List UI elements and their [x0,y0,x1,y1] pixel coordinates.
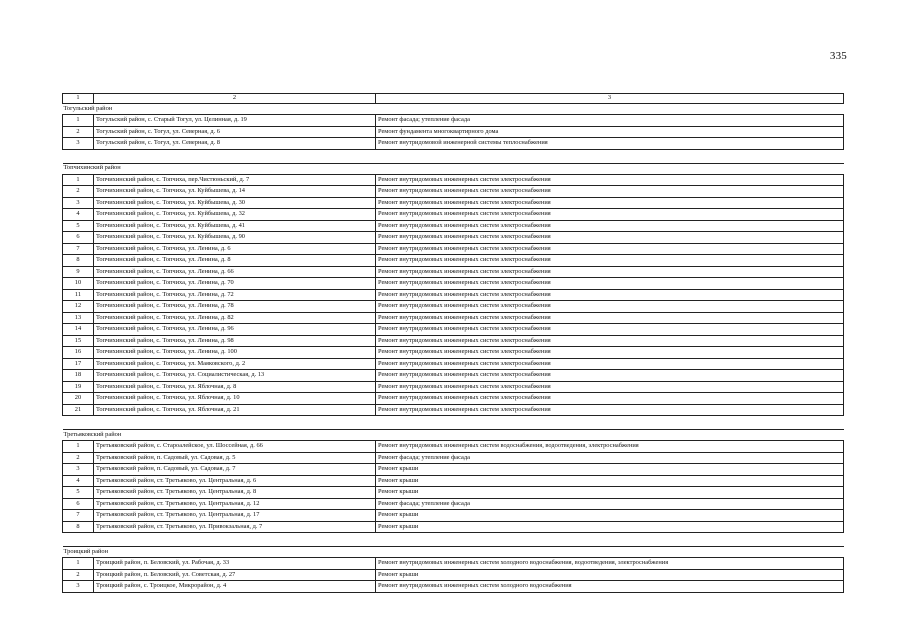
page-number: 335 [829,50,847,62]
row-number: 18 [63,370,94,382]
row-number: 21 [63,404,94,416]
house-address: Топчихинский район, с. Топчиха, ул. Ленина, д. 6 [94,243,376,255]
row-number: 13 [63,312,94,324]
house-address: Третьяковский район, ст. Третьяково, ул. Центральная, д. 17 [94,510,376,522]
table-row [63,289,844,301]
row-number: 20 [63,393,94,405]
repair-work-type: Ремонт внутридомовых инженерных систем электроснабжения [376,266,844,278]
header-col-1: 1 [63,94,94,104]
repair-work-type: Ремонт внутридомовых инженерных систем электроснабжения [376,232,844,244]
table-row [63,197,844,209]
table-row [63,138,844,150]
district-spacer [63,416,844,430]
row-number: 12 [63,301,94,313]
house-address: Топчихинский район, с. Топчиха, ул. Ленина, д. 96 [94,324,376,336]
house-address: Топчихинский район, с. Топчиха, ул. Ленина, д. 66 [94,266,376,278]
repair-work-type: Ремонт внутридомовых инженерных систем электроснабжения [376,220,844,232]
house-address: Топчихинский район, с. Топчиха, ул. Куйбышева, д. 30 [94,197,376,209]
repair-work-type: Ремонт фасада; утепление фасада [376,115,844,127]
row-number: 7 [63,510,94,522]
house-address: Троицкий район, п. Беловский, ул. Советская, д. 27 [94,569,376,581]
house-address: Топчихинский район, с. Топчиха, ул. Маяковского, д. 2 [94,358,376,370]
house-address: Тогульский район, с. Тогул, ул. Северная, д. 6 [94,126,376,138]
table-row [63,393,844,405]
table-row [63,126,844,138]
table-row [63,510,844,522]
row-number: 2 [63,569,94,581]
table-row [63,521,844,533]
repair-work-type: Ремонт внутридомовых инженерных систем электроснабжения [376,335,844,347]
repair-work-type: Ремонт внутридомовых инженерных систем электроснабжения [376,278,844,290]
table-row [63,232,844,244]
district-name: Троицкий район [63,547,844,558]
row-number: 6 [63,232,94,244]
repair-work-type: Ремонт крыши [376,510,844,522]
row-number: 3 [63,581,94,593]
row-number: 2 [63,126,94,138]
district-heading-row [63,163,844,174]
row-number: 3 [63,197,94,209]
repair-work-type: Ремонт внутридомовых инженерных систем холодного водоснабжения [376,581,844,593]
district-heading-row [63,430,844,441]
table-row [63,581,844,593]
house-address: Топчихинский район, с. Топчиха, ул. Социалистическая, д. 13 [94,370,376,382]
repair-work-type: Ремонт внутридомовых инженерных систем электроснабжения [376,370,844,382]
row-number: 3 [63,464,94,476]
repair-work-type: Ремонт внутридомовых инженерных систем электроснабжения [376,174,844,186]
row-number: 6 [63,498,94,510]
table-row [63,452,844,464]
house-address: Топчихинский район, с. Топчиха, ул. Куйбышева, д. 41 [94,220,376,232]
table-row [63,266,844,278]
table-row [63,381,844,393]
repair-work-type: Ремонт крыши [376,475,844,487]
repair-work-type: Ремонт внутридомовых инженерных систем холодного водоснабжения, водоотведения, электроснабжения [376,558,844,570]
house-address: Топчихинский район, с. Топчиха, ул. Ленина, д. 82 [94,312,376,324]
repair-work-type: Ремонт внутридомовых инженерных систем электроснабжения [376,197,844,209]
house-address: Топчихинский район, с. Топчиха, ул. Ленина, д. 98 [94,335,376,347]
table-row [63,370,844,382]
row-number: 1 [63,558,94,570]
table-body [63,94,844,593]
row-number: 16 [63,347,94,359]
house-address: Тогульский район, с. Тогул, ул. Северная, д. 8 [94,138,376,150]
repair-work-type: Ремонт внутридомовых инженерных систем электроснабжения [376,243,844,255]
house-address: Топчихинский район, с. Топчиха, ул. Яблочная, д. 8 [94,381,376,393]
row-number: 14 [63,324,94,336]
row-number: 5 [63,487,94,499]
house-address: Топчихинский район, с. Топчиха, ул. Ленина, д. 72 [94,289,376,301]
repair-work-type: Ремонт внутридомовых инженерных систем электроснабжения [376,347,844,359]
repair-work-type: Ремонт внутридомовой инженерной системы теплоснабжения [376,138,844,150]
table-row [63,186,844,198]
house-address: Топчихинский район, с. Топчиха, ул. Ленина, д. 100 [94,347,376,359]
district-name: Топчихинский район [63,163,844,174]
district-heading-row [63,547,844,558]
repair-work-type: Ремонт внутридомовых инженерных систем электроснабжения [376,404,844,416]
row-number: 11 [63,289,94,301]
repair-work-type: Ремонт внутридомовых инженерных систем электроснабжения [376,186,844,198]
house-address: Топчихинский район, с. Топчиха, ул. Куйбышева, д. 90 [94,232,376,244]
district-heading-row [63,104,844,115]
table-row [63,464,844,476]
repair-work-type: Ремонт внутридомовых инженерных систем электроснабжения [376,255,844,267]
house-address: Топчихинский район, с. Топчиха, ул. Яблочная, д. 10 [94,393,376,405]
table-row [63,278,844,290]
repair-work-type: Ремонт внутридомовых инженерных систем электроснабжения [376,393,844,405]
table-row [63,358,844,370]
table-row [63,243,844,255]
row-number: 9 [63,266,94,278]
house-address: Топчихинский район, с. Топчиха, ул. Яблочная, д. 21 [94,404,376,416]
header-col-3: 3 [376,94,844,104]
house-address: Троицкий район, с. Троицкое, Микрорайон, д. 4 [94,581,376,593]
table-row [63,312,844,324]
row-number: 17 [63,358,94,370]
spacer-cell [63,416,844,430]
row-number: 8 [63,255,94,267]
table-row [63,441,844,453]
repair-work-type: Ремонт внутридомовых инженерных систем электроснабжения [376,324,844,336]
repair-work-type: Ремонт внутридомовых инженерных систем электроснабжения [376,289,844,301]
table-row [63,347,844,359]
row-number: 5 [63,220,94,232]
row-number: 15 [63,335,94,347]
capital-repair-table [62,93,844,593]
row-number: 4 [63,209,94,221]
repair-work-type: Ремонт внутридомовых инженерных систем электроснабжения [376,358,844,370]
row-number: 10 [63,278,94,290]
house-address: Третьяковский район, ст. Третьяково, ул. Центральная, д. 8 [94,487,376,499]
table-row [63,487,844,499]
spacer-cell [63,149,844,163]
district-spacer [63,149,844,163]
house-address: Третьяковский район, п. Садовый, ул. Садовая, д. 7 [94,464,376,476]
house-address: Топчихинский район, с. Топчиха, ул. Ленина, д. 8 [94,255,376,267]
house-address: Топчихинский район, с. Топчиха, ул. Куйбышева, д. 32 [94,209,376,221]
row-number: 3 [63,138,94,150]
repair-work-type: Ремонт внутридомовых инженерных систем электроснабжения [376,312,844,324]
district-name: Тогульский район [63,104,844,115]
house-address: Третьяковский район, ст. Третьяково, ул. Центральная, д. 12 [94,498,376,510]
row-number: 1 [63,441,94,453]
repair-work-type: Ремонт фундамента многоквартирного дома [376,126,844,138]
row-number: 2 [63,186,94,198]
row-number: 8 [63,521,94,533]
table-row [63,301,844,313]
repair-work-type: Ремонт фасада; утепление фасада [376,452,844,464]
district-name: Третьяковский район [63,430,844,441]
repair-work-type: Ремонт внутридомовых инженерных систем электроснабжения [376,209,844,221]
table-row [63,324,844,336]
table-row [63,475,844,487]
table-row [63,558,844,570]
house-address: Топчихинский район, с. Топчиха, ул. Куйбышева, д. 14 [94,186,376,198]
header-col-2: 2 [94,94,376,104]
repair-work-type: Ремонт внутридомовых инженерных систем электроснабжения [376,301,844,313]
spacer-cell [63,533,844,547]
row-number: 2 [63,452,94,464]
house-address: Третьяковский район, п. Садовый, ул. Садовая, д. 5 [94,452,376,464]
column-number-header [63,94,844,104]
repair-work-type: Ремонт крыши [376,569,844,581]
row-number: 19 [63,381,94,393]
table-row [63,498,844,510]
repair-work-type: Ремонт крыши [376,464,844,476]
house-address: Троицкий район, п. Беловский, ул. Рабочая, д. 33 [94,558,376,570]
house-address: Топчихинский район, с. Топчиха, ул. Ленина, д. 78 [94,301,376,313]
row-number: 1 [63,174,94,186]
house-address: Третьяковский район, ст. Третьяково, ул. Привокзальная, д. 7 [94,521,376,533]
district-spacer [63,533,844,547]
row-number: 4 [63,475,94,487]
repair-work-type: Ремонт внутридомовых инженерных систем электроснабжения [376,381,844,393]
house-address: Тогульский район, с. Старый Тогул, ул. Целинная, д. 19 [94,115,376,127]
table-row [63,209,844,221]
house-address: Третьяковский район, ст. Третьяково, ул. Центральная, д. 6 [94,475,376,487]
house-address: Топчихинский район, с. Топчиха, ул. Ленина, д. 70 [94,278,376,290]
repair-work-type: Ремонт фасада; утепление фасада [376,498,844,510]
table-row [63,404,844,416]
repair-work-type: Ремонт крыши [376,521,844,533]
house-address: Третьяковский район, с. Староалейское, ул. Шоссейная, д. 66 [94,441,376,453]
row-number: 1 [63,115,94,127]
table-row [63,569,844,581]
table-row [63,115,844,127]
row-number: 7 [63,243,94,255]
table-row [63,255,844,267]
repair-work-type: Ремонт внутридомовых инженерных систем водоснабжения, водоотведения, электроснабжения [376,441,844,453]
table-row [63,335,844,347]
table-row [63,174,844,186]
house-address: Топчихинский район, с. Топчиха, пер.Чистюньский, д. 7 [94,174,376,186]
repair-work-type: Ремонт крыши [376,487,844,499]
table-row [63,220,844,232]
